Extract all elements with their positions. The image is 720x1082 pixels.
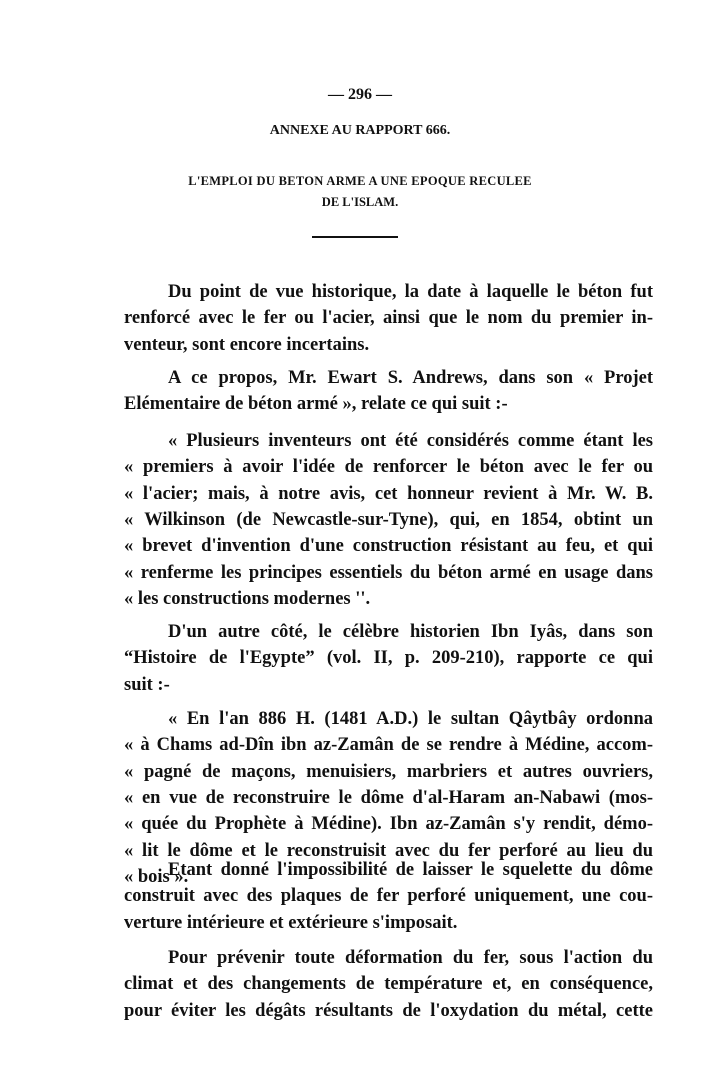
paragraph-5-line: « bois ». [124, 866, 189, 887]
paragraph-3-line: « les constructions modernes ''. [124, 588, 371, 609]
subtitle-line-2: DE L'ISLAM. [321, 195, 399, 209]
paragraph-3-line: « premiers à avoir l'idée de renforcer le béton avec le fer ou [124, 457, 653, 478]
separator-rule [312, 236, 398, 238]
paragraph-1-line: Du point de vue historique, la date à laquelle le béton fut [168, 282, 653, 302]
paragraph-3-line: « brevet d'invention d'une construction résistant au feu, et qui [124, 536, 653, 557]
paragraph-7-line: Pour prévenir toute déformation du fer, sous l'action du [168, 948, 653, 968]
paragraph-5-line: « à Chams ad-Dîn ibn az-Zamân de se rendre à Médine, accom- [124, 735, 653, 756]
paragraph-6-line: verture intérieure et extérieure s'imposait. [124, 912, 458, 933]
paragraph-3-line: « Wilkinson (de Newcastle-sur-Tyne), qui, en 1854, obtint un [124, 509, 653, 530]
paragraph-3-line: « renferme les principes essentiels du béton armé en usage dans [124, 562, 653, 583]
paragraph-7-line: pour éviter les dégâts résultants de l'oxydation du métal, cette [124, 1000, 653, 1021]
paragraph-5-line: « quée du Prophète à Médine). Ibn az-Zamân s'y rendit, démo- [124, 814, 653, 835]
annex-heading: ANNEXE AU RAPPORT 666. [269, 123, 451, 138]
page-number: — 296 — [328, 86, 392, 103]
paragraph-3-line: « l'acier; mais, à notre avis, cet honneur revient à Mr. W. B. [124, 483, 653, 504]
paragraph-6-line: Etant donné l'impossibilité de laisser le squelette du dôme [168, 860, 653, 880]
paragraph-3-line: « Plusieurs inventeurs ont été considérés comme étant les [168, 431, 653, 451]
paragraph-1-line: renforcé avec le fer ou l'acier, ainsi que le nom du premier in- [124, 308, 653, 329]
paragraph-5-line: « lit le dôme et le reconstruisit avec du fer perforé au lieu du [124, 840, 653, 861]
paragraph-7-line: climat et des changements de température et, en conséquence, [124, 974, 653, 995]
paragraph-4-line: “Histoire de l'Egypte” (vol. II, p. 209-210), rapporte ce qui [124, 648, 653, 669]
paragraph-2-line: Elémentaire de béton armé », relate ce qui suit :- [124, 394, 508, 415]
paragraph-1-line: venteur, sont encore incertains. [124, 334, 370, 355]
paragraph-4-line: D'un autre côté, le célèbre historien Ibn Iyâs, dans son [168, 622, 653, 642]
paragraph-2-line: A ce propos, Mr. Ewart S. Andrews, dans son « Projet [168, 368, 653, 388]
paragraph-5-line: « pagné de maçons, menuisiers, marbriers et autres ouvriers, [124, 761, 653, 782]
subtitle-line-1: L'EMPLOI DU BETON ARME A UNE EPOQUE RECULEE [188, 174, 532, 188]
paragraph-5-line: « en vue de reconstruire le dôme d'al-Haram an-Nabawi (mos- [124, 787, 653, 808]
paragraph-5-line: « En l'an 886 H. (1481 A.D.) le sultan Qâytbây ordonna [168, 709, 653, 729]
paragraph-4-line: suit :- [124, 674, 170, 695]
paragraph-6-line: construit avec des plaques de fer perforé uniquement, une cou- [124, 886, 653, 907]
